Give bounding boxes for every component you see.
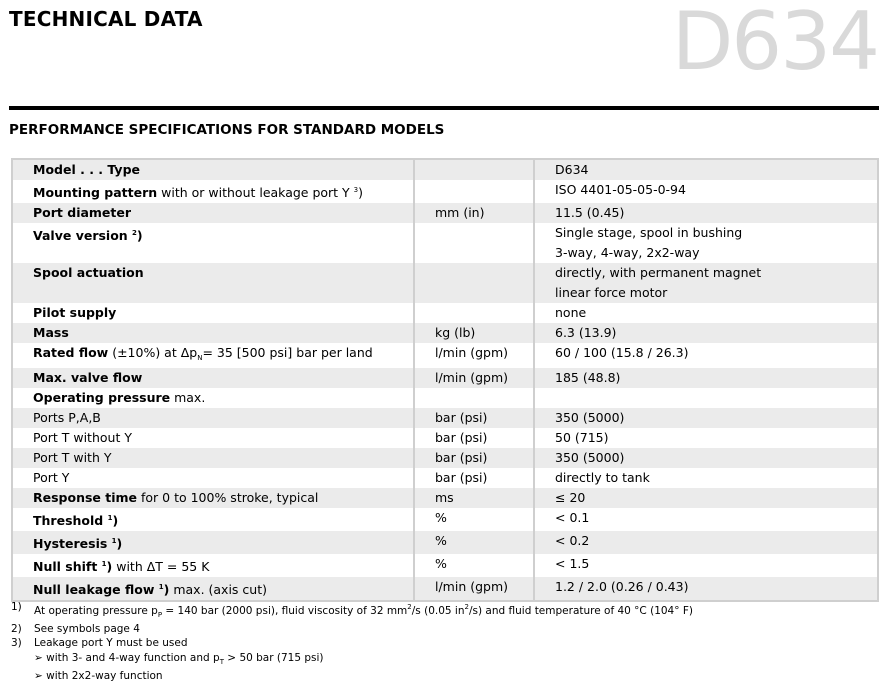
param-label-text: Ports P,A,B	[33, 410, 101, 425]
param-label-bold-tail: )	[163, 582, 170, 597]
table-row	[12, 531, 878, 554]
param-cell	[12, 468, 414, 488]
footnote-text-part: ➢ with 3- and 4-way function and p	[34, 651, 220, 664]
value-cell	[534, 488, 878, 508]
value-text: directly to tank	[555, 470, 650, 485]
unit-cell: %	[414, 554, 534, 577]
param-cell	[12, 263, 414, 303]
param-cell	[12, 508, 414, 531]
table-row	[12, 180, 878, 203]
page-title: TECHNICAL DATA	[9, 7, 203, 31]
table-row	[12, 508, 878, 531]
table-row	[12, 468, 878, 488]
table-row	[12, 303, 878, 323]
footnote-text-part: /s (0.05 in	[411, 605, 465, 617]
footnote-3-bullet-1	[11, 651, 693, 669]
unit-cell	[414, 388, 534, 408]
param-label-bold	[33, 559, 112, 574]
value-text: none	[555, 305, 587, 320]
unit-cell	[414, 159, 534, 180]
unit-cell: l/min (gpm)	[414, 343, 534, 368]
value-cell	[534, 323, 878, 343]
unit-cell: l/min (gpm)	[414, 577, 534, 601]
unit-cell	[414, 263, 534, 303]
param-cell	[12, 488, 414, 508]
param-label-bold	[33, 536, 122, 551]
value-cell	[534, 531, 878, 554]
footnote-text: Leakage port Y must be used	[34, 637, 188, 650]
table-row	[12, 368, 878, 388]
param-label-bold	[33, 265, 144, 280]
param-cell	[12, 448, 414, 468]
value-text: < 1.5	[555, 556, 590, 571]
unit-cell	[414, 180, 534, 203]
param-cell	[12, 180, 414, 203]
table-row	[12, 488, 878, 508]
param-cell	[12, 159, 414, 180]
value-text: ≤ 20	[555, 490, 586, 505]
table-row	[12, 263, 878, 303]
param-label-text: with ΔT = 55 K	[112, 559, 210, 574]
value-cell	[534, 159, 878, 180]
param-cell	[12, 223, 414, 263]
value-text: < 0.1	[555, 510, 590, 525]
value-text-line-2: linear force motor	[555, 285, 668, 300]
footnote-text-part: /s) and fluid temperature of 40 °C (104° F)	[468, 605, 693, 617]
unit-cell: %	[414, 531, 534, 554]
footnotes	[11, 600, 693, 683]
value-text: 350 (5000)	[555, 450, 625, 465]
unit-cell: mm (in)	[414, 203, 534, 223]
value-text: ISO 4401-05-05-0-94	[555, 182, 686, 197]
param-label-bold-text: Mounting pattern	[33, 185, 158, 200]
value-text: < 0.2	[555, 533, 590, 548]
value-cell	[534, 508, 878, 531]
param-label-bold-text: Port diameter	[33, 205, 132, 220]
footnote-number: 2)	[11, 623, 22, 636]
param-label-bold-text: Operating pressure	[33, 390, 171, 405]
param-label-superscript: 1	[111, 537, 117, 545]
param-label-text: Port Y	[33, 470, 70, 485]
value-text: 6.3 (13.9)	[555, 325, 617, 340]
param-label-bold	[33, 205, 131, 220]
param-label-tail: )	[358, 185, 364, 200]
param-label-superscript: 1	[158, 583, 164, 591]
param-cell	[12, 388, 414, 408]
param-label-text: max. (axis cut)	[169, 582, 267, 597]
unit-cell: bar (psi)	[414, 428, 534, 448]
value-cell	[534, 554, 878, 577]
value-cell	[534, 203, 878, 223]
param-label-text: with or without leakage port Y	[157, 185, 354, 200]
param-label-text: for 0 to 100% stroke, typical	[137, 490, 319, 505]
param-label-bold-text: Null shift	[33, 559, 102, 574]
value-cell	[534, 263, 878, 303]
param-label-bold-text: Max. valve flow	[33, 370, 143, 385]
section-title: PERFORMANCE SPECIFICATIONS FOR STANDARD MODELS	[9, 122, 445, 138]
param-label-bold-text: Hysteresis	[33, 536, 112, 551]
param-cell	[12, 531, 414, 554]
param-label-bold-tail: )	[116, 536, 123, 551]
value-text: directly, with permanent magnet	[555, 265, 762, 280]
param-label-bold-text: Threshold	[33, 513, 108, 528]
value-text: 185 (48.8)	[555, 370, 621, 385]
param-label-bold	[33, 390, 170, 405]
param-label-bold-tail: )	[106, 559, 113, 574]
param-label-bold	[33, 305, 116, 320]
value-cell	[534, 223, 878, 263]
unit-cell: l/min (gpm)	[414, 368, 534, 388]
spec-table	[11, 158, 879, 602]
param-cell	[12, 203, 414, 223]
unit-cell	[414, 223, 534, 263]
unit-cell: kg (lb)	[414, 323, 534, 343]
footnote-2	[11, 622, 693, 636]
value-cell	[534, 180, 878, 203]
param-label-bold	[33, 185, 157, 200]
param-cell	[12, 577, 414, 601]
param-label-text: max.	[170, 390, 206, 405]
unit-cell	[414, 303, 534, 323]
param-label-text: Port T with Y	[33, 450, 112, 465]
param-label-bold	[33, 582, 169, 597]
footnote-text	[34, 600, 693, 622]
param-label-superscript: 1	[101, 560, 107, 568]
table-row	[12, 223, 878, 263]
footnote-superscript: 2	[464, 603, 469, 611]
param-label-superscript: 3	[353, 186, 359, 194]
table-row	[12, 388, 878, 408]
param-cell	[12, 323, 414, 343]
value-text: D634	[555, 162, 589, 177]
table-row	[12, 323, 878, 343]
table-row	[12, 448, 878, 468]
footnote-subscript: P	[157, 611, 163, 619]
footnote-text-part: At operating pressure p	[34, 605, 158, 617]
table-row	[12, 408, 878, 428]
param-label-tail: = 35 [500 psi] bar per land	[202, 345, 373, 360]
param-cell	[12, 408, 414, 428]
param-label-bold-text: Pilot supply	[33, 305, 117, 320]
param-label-bold	[33, 370, 142, 385]
unit-cell: bar (psi)	[414, 408, 534, 428]
footnote-superscript: 2	[407, 603, 412, 611]
param-label-bold	[33, 228, 143, 243]
param-label-bold	[33, 513, 118, 528]
footnote-3-bullet-2: ➢ with 2x2-way function	[34, 669, 163, 682]
param-label-bold	[33, 345, 108, 360]
table-row	[12, 159, 878, 180]
param-label-subscript: N	[197, 354, 203, 362]
header-rule	[9, 106, 879, 110]
param-label-text: (±10%) at Δp	[108, 345, 198, 360]
param-label-text: Port T without Y	[33, 430, 132, 445]
value-text-line-2: 3-way, 4-way, 2x2-way	[555, 245, 700, 260]
value-cell	[534, 448, 878, 468]
table-row	[12, 428, 878, 448]
unit-cell: %	[414, 508, 534, 531]
param-label-bold-tail: )	[112, 513, 119, 528]
footnote-1	[11, 600, 693, 622]
footnote-text-part: = 140 bar (2000 psi), fluid viscosity of 32 mm	[162, 605, 408, 617]
footnote-text-part: > 50 bar (715 psi)	[223, 651, 324, 664]
param-label-bold	[33, 325, 69, 340]
table-row	[12, 343, 878, 368]
value-text: 350 (5000)	[555, 410, 625, 425]
footnote-number: 1)	[11, 601, 22, 613]
param-label-bold	[33, 162, 140, 177]
param-label-bold-text: Spool actuation	[33, 265, 144, 280]
value-cell	[534, 468, 878, 488]
table-row	[12, 203, 878, 223]
param-label-bold	[33, 490, 137, 505]
value-cell	[534, 303, 878, 323]
unit-cell: bar (psi)	[414, 468, 534, 488]
value-cell	[534, 428, 878, 448]
param-label-bold-text: Valve version	[33, 228, 133, 243]
value-cell	[534, 408, 878, 428]
value-text: 11.5 (0.45)	[555, 205, 625, 220]
param-label-superscript: 1	[107, 514, 113, 522]
footnote-text: See symbols page 4	[34, 623, 140, 636]
model-watermark: D634	[671, 0, 878, 88]
param-label-bold-tail: )	[136, 228, 143, 243]
param-cell	[12, 343, 414, 368]
param-cell	[12, 428, 414, 448]
param-label-bold-text: Response time	[33, 490, 138, 505]
value-cell	[534, 368, 878, 388]
value-text: 1.2 / 2.0 (0.26 / 0.43)	[555, 579, 689, 594]
unit-cell: ms	[414, 488, 534, 508]
param-cell	[12, 368, 414, 388]
table-row	[12, 577, 878, 601]
param-label-bold-text: Null leakage flow	[33, 582, 159, 597]
footnote-number: 3)	[11, 637, 22, 650]
unit-cell: bar (psi)	[414, 448, 534, 468]
table-row	[12, 554, 878, 577]
value-cell	[534, 577, 878, 601]
param-cell	[12, 554, 414, 577]
param-label-bold-text: Rated flow	[33, 345, 109, 360]
value-cell	[534, 388, 878, 408]
param-label-bold-text: Mass	[33, 325, 69, 340]
value-text: 50 (715)	[555, 430, 609, 445]
footnote-3	[11, 636, 693, 650]
param-label-superscript: 2	[132, 229, 137, 237]
param-label-bold-text: Model . . . Type	[33, 162, 141, 177]
value-cell	[534, 343, 878, 368]
value-text: 60 / 100 (15.8 / 26.3)	[555, 345, 689, 360]
value-text: Single stage, spool in bushing	[555, 225, 743, 240]
footnote-subscript: T	[219, 657, 224, 666]
param-cell	[12, 303, 414, 323]
